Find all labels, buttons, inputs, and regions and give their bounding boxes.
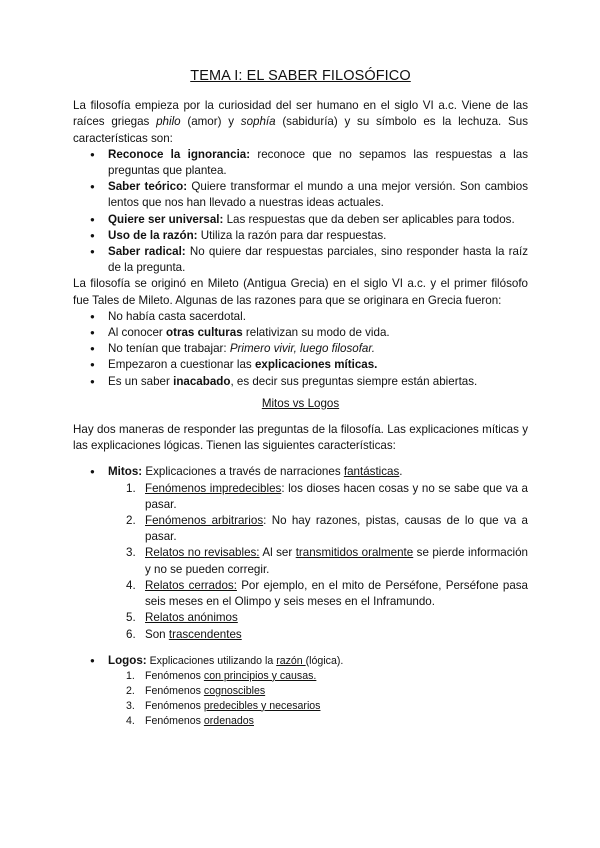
item-text: : los dioses hacen cosas y no se sabe que va a pasar. xyxy=(145,481,528,511)
item-text: Fenómenos xyxy=(145,699,204,712)
item-text: Son xyxy=(145,627,169,641)
page-title: TEMA I: EL SABER FILOSÓFICO xyxy=(190,68,411,84)
logos-label: Logos: xyxy=(108,653,147,667)
item-text: Es un saber xyxy=(108,374,174,388)
item-underlined: Relatos no revisables: xyxy=(145,546,260,560)
ways-paragraph: Hay dos maneras de responder las preguntas de la filosofía. Las explicaciones míticas y las explicaciones lógicas. Tienen las siguientes características: xyxy=(73,423,528,453)
item-text: se pierde información y no se pueden corregir. xyxy=(145,546,528,576)
item-text: No quiere dar respuestas parciales, sino responder hasta la raíz de la pregunta. xyxy=(108,245,528,275)
list-item xyxy=(73,513,528,545)
item-term: Reconoce la ignorancia: xyxy=(108,147,251,161)
item-underlined: predecibles y necesarios xyxy=(203,699,321,712)
item-bold: inacabado xyxy=(173,374,231,388)
item-text: Por ejemplo, en el mito de Perséfone, Perséfone pasa seis meses en el Olimpo y seis meses en el Inframundo. xyxy=(145,578,529,609)
list-item xyxy=(73,699,528,714)
item-term: Saber radical: xyxy=(108,245,186,259)
list-item xyxy=(73,309,528,325)
item-text: (lógica). xyxy=(305,654,344,667)
item-underlined: fantásticas xyxy=(343,465,400,479)
item-text: Explicaciones utilizando la xyxy=(146,654,277,667)
item-text: No había casta sacerdotal. xyxy=(108,309,246,323)
list-item xyxy=(73,357,528,373)
list-item xyxy=(73,244,528,276)
list-item xyxy=(73,374,528,390)
item-underlined: transmitidos oralmente xyxy=(295,546,414,560)
item-term: Saber teórico: xyxy=(108,180,188,194)
item-underlined: razón xyxy=(276,654,306,667)
list-item xyxy=(73,610,528,626)
item-number: 4. xyxy=(126,578,136,592)
list-item xyxy=(73,464,528,480)
list-item xyxy=(73,481,528,513)
item-underlined: Relatos anónimos xyxy=(145,611,238,625)
item-term: Quiere ser universal: xyxy=(108,212,224,226)
term-philo: philo xyxy=(156,115,181,129)
logos-list xyxy=(73,669,528,729)
item-text: Fenómenos xyxy=(145,714,204,727)
item-number: 1. xyxy=(126,669,135,682)
item-bold: explicaciones míticas. xyxy=(254,358,378,372)
intro-text-2: (amor) y xyxy=(180,115,241,129)
item-number: 6. xyxy=(126,627,136,641)
item-italic: Primero vivir, luego filosofar. xyxy=(229,342,376,356)
item-number: 1. xyxy=(126,481,136,495)
origin-paragraph: La filosofía se originó en Mileto (Antigua Grecia) en el siglo VI a.c. y el primer filósofo fue Tales de Mileto. Algunas de las razones para que se originara en Grecia fueron: xyxy=(73,277,528,307)
intro-text-1: La filosofía empieza por la curiosidad del ser humano en el siglo VI a.c. Viene de las raíces griegas xyxy=(73,99,528,129)
item-text: Quiere transformar el mundo a una mejor versión. Son cambios lentos que nos han llevado a nuestras ideas actuales. xyxy=(108,180,528,210)
item-text: reconoce que no sepamos las respuestas a las preguntas que plantea. xyxy=(108,147,529,178)
list-item xyxy=(73,578,528,610)
list-item xyxy=(73,179,528,211)
item-text: Empezaron a cuestionar las xyxy=(108,358,255,372)
list-item xyxy=(73,341,528,357)
item-underlined: Relatos cerrados: xyxy=(145,578,237,592)
list-item xyxy=(73,684,528,699)
reasons-list xyxy=(73,309,528,390)
item-text: No tenían que trabajar: xyxy=(108,342,230,356)
item-text: Fenómenos xyxy=(145,669,204,682)
intro-paragraph xyxy=(73,98,528,147)
list-item xyxy=(73,325,528,341)
item-text: : No hay razones, pistas, causas de lo que va a pasar. xyxy=(145,514,528,544)
item-underlined: con principios y causas. xyxy=(203,669,317,682)
item-number: 2. xyxy=(126,684,135,697)
characteristics-list xyxy=(73,147,528,277)
item-text: Al ser xyxy=(259,546,296,560)
document-page xyxy=(73,68,528,729)
item-number: 5. xyxy=(126,611,136,625)
item-underlined: Fenómenos impredecibles xyxy=(145,481,282,495)
item-bold: otras culturas xyxy=(166,326,243,340)
item-text: relativizan su modo de vida. xyxy=(242,326,390,340)
item-underlined: Fenómenos arbitrarios xyxy=(145,514,264,528)
item-term: Uso de la razón: xyxy=(108,228,198,242)
item-underlined: ordenados xyxy=(203,714,254,727)
mitos-section xyxy=(73,464,528,480)
list-item xyxy=(73,669,528,684)
mitos-list xyxy=(73,481,528,643)
item-text: , es decir sus preguntas siempre están abiertas. xyxy=(230,374,478,388)
section-subtitle: Mitos vs Logos xyxy=(261,396,340,410)
item-number: 2. xyxy=(126,514,136,528)
item-text: . xyxy=(399,465,403,479)
item-text: Explicaciones a través de narraciones xyxy=(142,465,344,479)
logos-section xyxy=(73,653,528,669)
list-item xyxy=(73,653,528,669)
list-item xyxy=(73,627,528,643)
item-text: Fenómenos xyxy=(145,684,204,697)
item-text: Utiliza la razón para dar respuestas. xyxy=(197,228,387,242)
term-sophia: sophía xyxy=(240,115,276,129)
logos-block xyxy=(73,653,528,729)
item-number: 3. xyxy=(126,699,135,712)
item-text: Al conocer xyxy=(108,326,166,340)
mitos-label: Mitos: xyxy=(108,465,143,479)
item-text: Las respuestas que da deben ser aplicables para todos. xyxy=(223,212,515,226)
list-item xyxy=(73,714,528,729)
list-item xyxy=(73,212,528,228)
list-item xyxy=(73,147,528,179)
item-underlined: trascendentes xyxy=(168,627,242,641)
item-number: 3. xyxy=(126,546,136,560)
list-item xyxy=(73,228,528,244)
list-item xyxy=(73,545,528,577)
item-number: 4. xyxy=(126,714,135,727)
item-underlined: cognoscibles xyxy=(203,684,266,697)
intro-text-3: (sabiduría) y su símbolo es la lechuza. Sus características son: xyxy=(73,115,529,145)
